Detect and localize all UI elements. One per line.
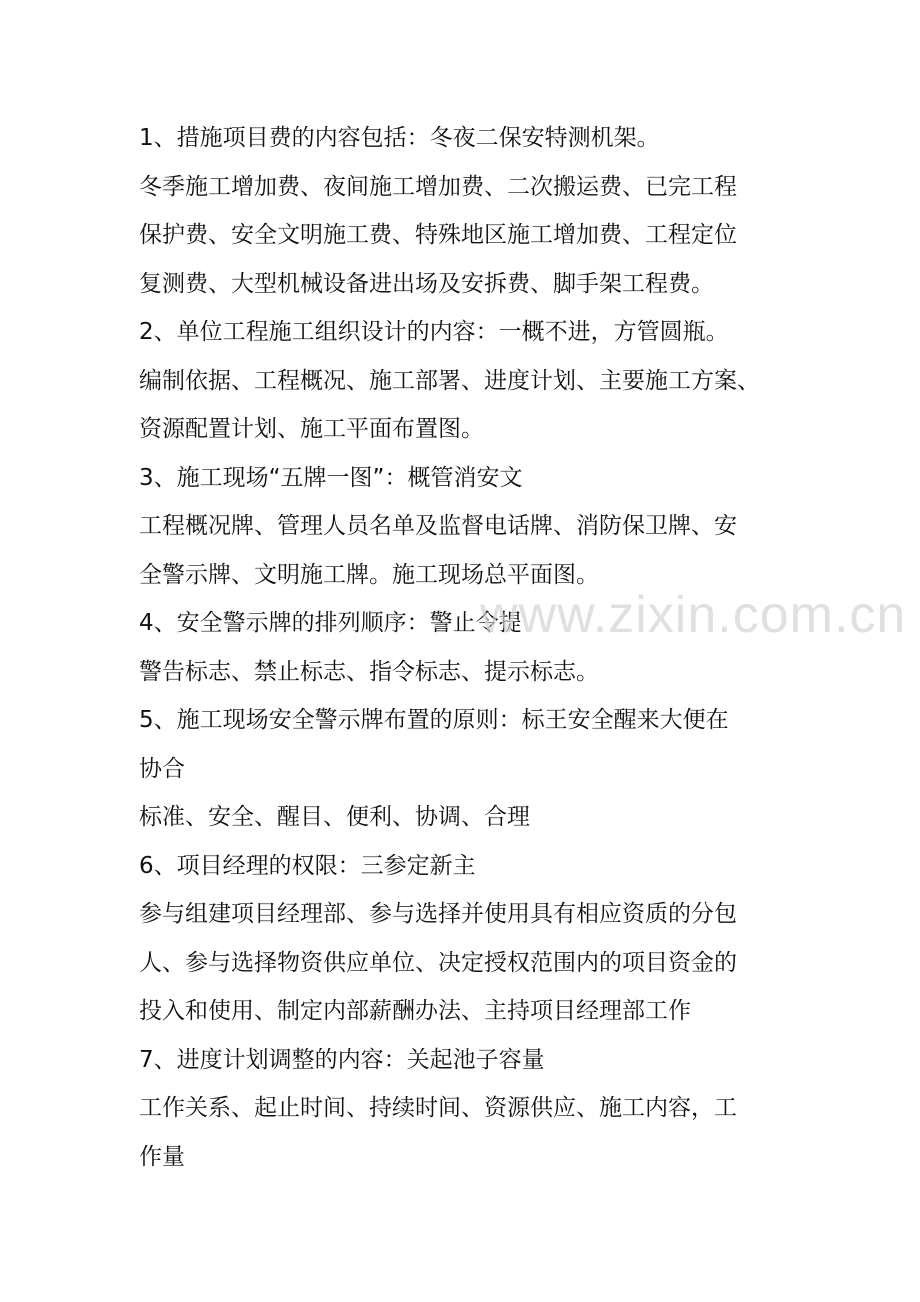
text-line: 复测费、大型机械设备进出场及安拆费、脚手架工程费。 [139,270,714,297]
text-line: 4、安全警示牌的排列顺序：警止令提 [139,610,522,636]
text-line: 协合 [139,755,185,782]
text-line: 全警示牌、文明施工牌。施工现场总平面图。 [139,561,599,588]
text-line: 6、项目经理的权限：三参定新主 [139,852,476,879]
document-body [139,114,789,1181]
text-line: 人、参与选择物资供应单位、决定授权范围内的项目资金的 [139,949,737,976]
text-line: 5、施工现场安全警示牌布置的原则：标王安全醒来大便在 [139,707,729,733]
text-line: 编制依据、工程概况、施工部署、进度计划、主要施工方案、 [139,367,760,394]
text-line: 作量 [139,1143,185,1170]
text-line: 资源配置计划、施工平面布置图。 [139,416,484,442]
text-line: 7、进度计划调整的内容：关起池子容量 [139,1046,545,1073]
text-line: 2、单位工程施工组织设计的内容：一概不进，方管圆瓶。 [139,319,729,345]
text-line: 保护费、安全文明施工费、特殊地区施工增加费、工程定位 [139,222,737,248]
text-line: 1、措施项目费的内容包括：冬夜二保安特测机架。 [139,125,660,151]
text-line: 参与组建项目经理部、参与选择并使用具有相应资质的分包 [139,901,737,927]
text-line: 标准、安全、醒目、便利、协调、合理 [139,804,530,830]
text-line: 投入和使用、制定内部薪酬办法、主持项目经理部工作 [139,998,691,1024]
text-line: 警告标志、禁止标志、指令标志、提示标志。 [139,658,599,685]
watermark: www.zixin.com.cn [480,586,907,644]
text-line: 工作关系、起止时间、持续时间、资源供应、施工内容，工 [139,1095,737,1121]
text-line: 冬季施工增加费、夜间施工增加费、二次搬运费、已完工程 [139,173,737,200]
text-line: 3、施工现场“五牌一图”：概管消安文 [139,464,523,491]
text-line: 工程概况牌、管理人员名单及监督电话牌、消防保卫牌、安 [139,513,737,539]
